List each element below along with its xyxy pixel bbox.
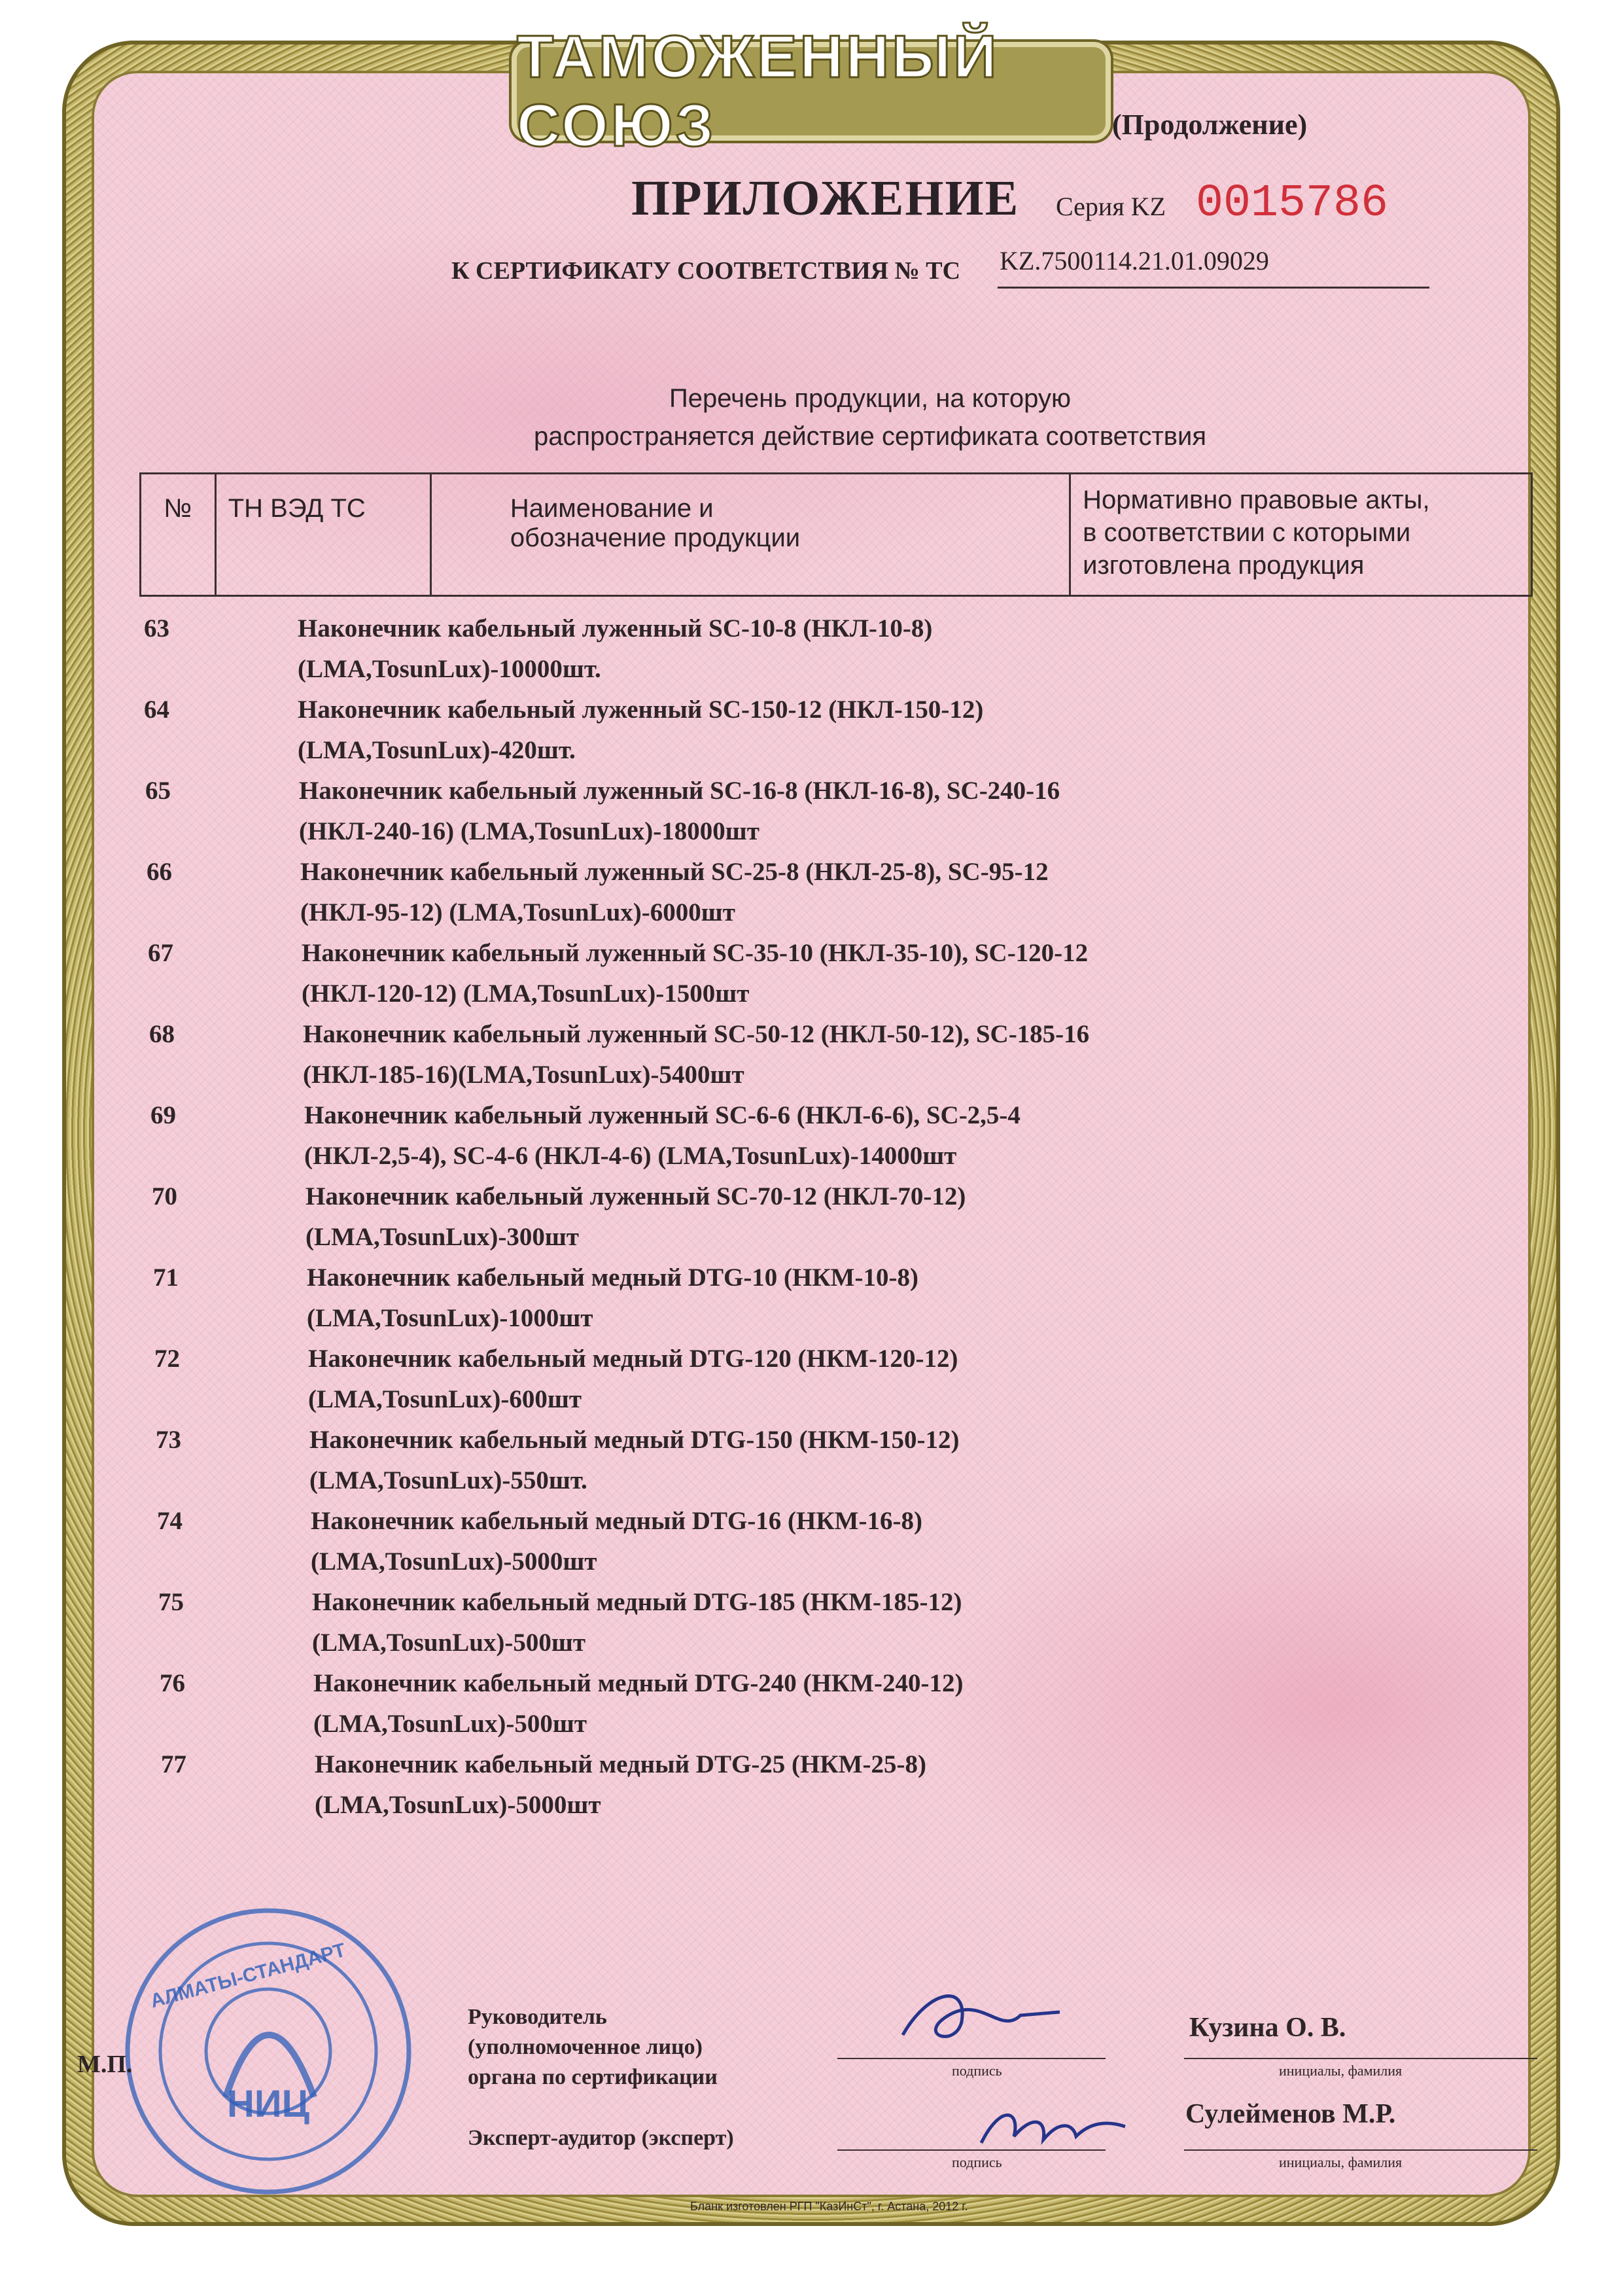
col-name-header bbox=[432, 474, 1071, 595]
item-line-1: Наконечник кабельный медный DTG-25 (НКМ-25-8) bbox=[315, 1750, 926, 1778]
list-heading-line-2: распространяется действие сертификата соответствия bbox=[533, 422, 1207, 451]
head-signature-caption: подпись bbox=[952, 2062, 1002, 2079]
item-number: 70 bbox=[152, 1182, 177, 1210]
col-acts-header-line-2: в соответствии с которыми bbox=[1083, 518, 1411, 547]
item-line-1: Наконечник кабельный луженный SC-16-8 (НКЛ-16-8), SC-240-16 bbox=[299, 777, 1060, 805]
col-number-header: № bbox=[141, 474, 217, 595]
item-line-1: Наконечник кабельный луженный SC-25-8 (НКЛ-25-8), SC-95-12 bbox=[300, 858, 1049, 886]
item-line-1: Наконечник кабельный медный DTG-16 (НКМ-16-8) bbox=[311, 1507, 922, 1535]
item-line-2: (LMA,TosunLux)-5000шт bbox=[315, 1791, 601, 1819]
head-signature bbox=[890, 1976, 1073, 2055]
item-number: 64 bbox=[144, 696, 169, 724]
item-line-2: (НКЛ-95-12) (LMA,TosunLux)-6000шт bbox=[300, 898, 735, 927]
continuation-label: (Продолжение) bbox=[1112, 109, 1308, 141]
item-number: 71 bbox=[153, 1263, 179, 1292]
item-number: 65 bbox=[145, 777, 171, 805]
item-line-2: (НКЛ-240-16) (LMA,TosunLux)-18000шт bbox=[299, 817, 759, 845]
expert-signature-caption: подпись bbox=[952, 2154, 1002, 2170]
item-line-1: Наконечник кабельный луженный SC-50-12 (НКЛ-50-12), SC-185-16 bbox=[303, 1020, 1090, 1048]
item-line-1: Наконечник кабельный медный DTG-120 (НКМ-120-12) bbox=[308, 1345, 958, 1373]
item-line-2: (LMA,TosunLux)-500шт bbox=[312, 1629, 585, 1657]
page-title: ПРИЛОЖЕНИЕ bbox=[631, 171, 1020, 226]
item-line-2: (LMA,TosunLux)-600шт bbox=[308, 1385, 582, 1413]
list-heading bbox=[379, 380, 1361, 455]
item-line-2: (LMA,TosunLux)-1000шт bbox=[307, 1304, 593, 1332]
expert-signature bbox=[968, 2091, 1138, 2163]
expert-signature-line bbox=[837, 2149, 1106, 2151]
item-line-1: Наконечник кабельный медный DTG-10 (НКМ-10-8) bbox=[307, 1263, 918, 1292]
expert-name-caption: инициалы, фамилия bbox=[1279, 2154, 1403, 2170]
head-label-line-2: (уполномоченное лицо) bbox=[468, 2035, 703, 2059]
head-label bbox=[468, 2002, 718, 2093]
item-number: 67 bbox=[148, 939, 173, 967]
head-label-line-3: органа по сертификации bbox=[468, 2065, 718, 2089]
official-stamp bbox=[118, 1901, 419, 2202]
head-name-caption: инициалы, фамилия bbox=[1279, 2062, 1403, 2079]
col-acts-header-line-1: Нормативно правовые акты, bbox=[1083, 486, 1430, 514]
item-number: 72 bbox=[154, 1345, 180, 1373]
product-table-header bbox=[139, 472, 1533, 597]
item-number: 69 bbox=[150, 1101, 176, 1129]
form-footer-note: Бланк изготовлен РГП "КазИнСт", г. Астана, 2012 г. bbox=[690, 2200, 968, 2213]
expert-name-line bbox=[1184, 2149, 1537, 2151]
item-number: 66 bbox=[147, 858, 172, 886]
col-name-header-line-1: Наименование и bbox=[510, 494, 714, 523]
col-code-header: ТН ВЭД ТС bbox=[217, 474, 432, 595]
item-line-1: Наконечник кабельный луженный SC-150-12 (НКЛ-150-12) bbox=[298, 696, 984, 724]
item-line-2: (НКЛ-2,5-4), SC-4-6 (НКЛ-4-6) (LMA,TosunLux)-14000шт bbox=[304, 1142, 957, 1170]
head-name: Кузина О. В. bbox=[1189, 2013, 1346, 2043]
item-line-1: Наконечник кабельный луженный SC-35-10 (НКЛ-35-10), SC-120-12 bbox=[302, 939, 1089, 967]
head-name-line bbox=[1184, 2058, 1537, 2059]
item-line-2: (LMA,TosunLux)-5000шт bbox=[311, 1547, 597, 1576]
col-name-header-line-2: обозначение продукции bbox=[510, 523, 801, 552]
customs-union-banner bbox=[517, 23, 1106, 159]
item-line-1: Наконечник кабельный луженный SC-70-12 (НКЛ-70-12) bbox=[305, 1182, 966, 1210]
item-number: 63 bbox=[144, 614, 169, 643]
item-line-2: (LMA,TosunLux)-420шт. bbox=[298, 736, 576, 764]
item-number: 77 bbox=[161, 1750, 186, 1778]
list-heading-line-1: Перечень продукции, на которую bbox=[669, 384, 1071, 413]
expert-name: Сулейменов М.Р. bbox=[1185, 2099, 1396, 2129]
item-number: 74 bbox=[157, 1507, 183, 1535]
item-number: 75 bbox=[158, 1588, 184, 1616]
item-line-1: Наконечник кабельный медный DTG-150 (НКМ-150-12) bbox=[309, 1426, 960, 1454]
col-acts-header-line-3: изготовлена продукция bbox=[1083, 551, 1365, 580]
head-label-line-1: Руководитель bbox=[468, 2005, 607, 2029]
item-line-2: (НКЛ-120-12) (LMA,TosunLux)-1500шт bbox=[302, 980, 750, 1008]
item-line-2: (LMA,TosunLux)-10000шт. bbox=[298, 655, 601, 683]
banner-text: ТАМОЖЕННЫЙ СОЮЗ bbox=[517, 23, 1000, 159]
item-number: 68 bbox=[149, 1020, 175, 1048]
certificate-number-underline bbox=[998, 287, 1429, 289]
item-line-2: (LMA,TosunLux)-300шт bbox=[305, 1223, 579, 1251]
item-line-2: (LMA,TosunLux)-500шт bbox=[313, 1710, 587, 1738]
certificate-number: KZ.7500114.21.01.09029 bbox=[1000, 246, 1269, 275]
item-line-1: Наконечник кабельный медный DTG-240 (НКМ-240-12) bbox=[313, 1669, 964, 1697]
series-label: Серия KZ bbox=[1056, 192, 1166, 221]
certificate-label: К СЕРТИФИКАТУ СООТВЕТСТВИЯ № ТС bbox=[451, 257, 961, 285]
item-number: 76 bbox=[160, 1669, 185, 1697]
head-signature-line bbox=[837, 2058, 1106, 2059]
col-acts-header bbox=[1071, 474, 1531, 595]
expert-label: Эксперт-аудитор (эксперт) bbox=[468, 2126, 734, 2150]
item-number: 73 bbox=[156, 1426, 181, 1454]
item-line-1: Наконечник кабельный медный DTG-185 (НКМ-185-12) bbox=[312, 1588, 962, 1616]
item-line-2: (LMA,TosunLux)-550шт. bbox=[309, 1466, 587, 1494]
item-line-1: Наконечник кабельный луженный SC-10-8 (НКЛ-10-8) bbox=[298, 614, 933, 643]
serial-number: 0015786 bbox=[1196, 178, 1389, 230]
stamp-center-text: НИЦ bbox=[227, 2083, 309, 2125]
seal-mark: М.П. bbox=[77, 2051, 133, 2078]
stamp-ring-text: АЛМАТЫ-СТАНДАРТ bbox=[148, 1939, 348, 2013]
item-line-2: (НКЛ-185-16)(LMA,TosunLux)-5400шт bbox=[303, 1061, 744, 1089]
item-line-1: Наконечник кабельный луженный SC-6-6 (НКЛ-6-6), SC-2,5-4 bbox=[304, 1101, 1021, 1129]
